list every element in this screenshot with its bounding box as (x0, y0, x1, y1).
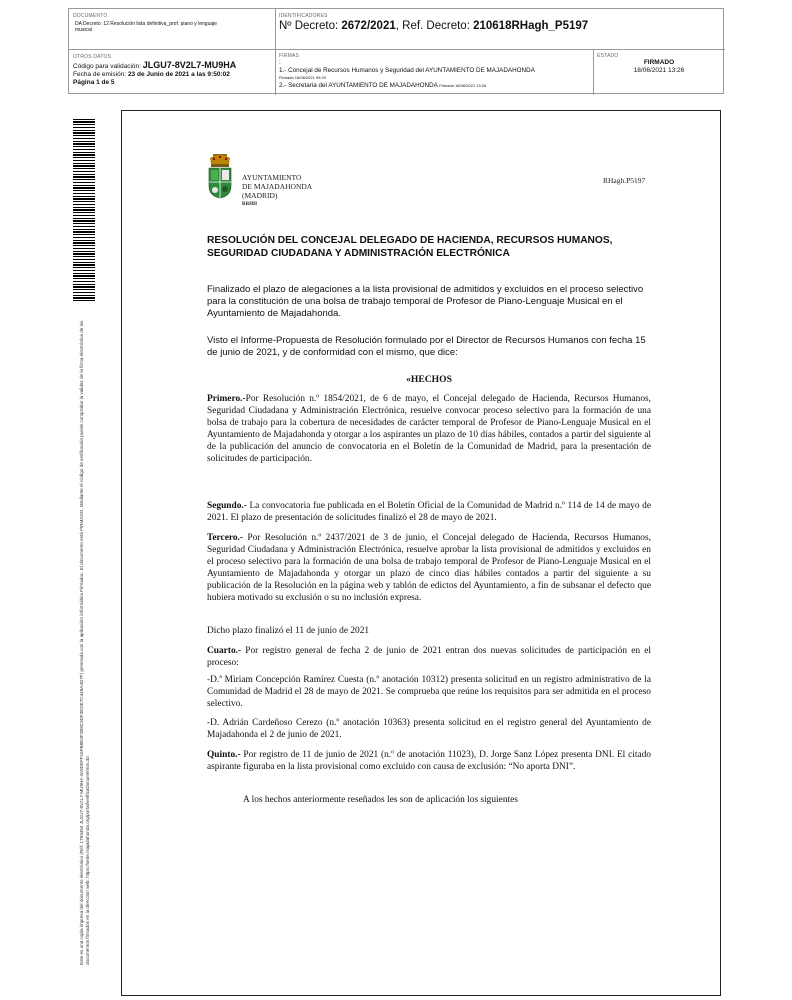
hecho-primero (207, 393, 651, 465)
ref-prefix: , Ref. Decreto: (395, 20, 470, 32)
identificadores-label: IDENTIFICADORES (279, 13, 328, 19)
resolution-title: RESOLUCIÓN DEL CONCEJAL DELEGADO DE HACIENDA, RECURSOS HUMANOS, SEGURIDAD CIUDADANA Y ADMINISTRACIÓN ELECTRÓNICA (207, 235, 613, 259)
coat-of-arms-icon (206, 152, 234, 210)
quinto-text: Por registro de 11 de junio de 2021 (n.º de anotación 11023), D. Jorge Sanz López presenta DNI. El citado aspirante figuraba en la lista provisional como excluido con causa de exclusión: “No aporta DNI”. (207, 750, 651, 772)
decreto-identifier (279, 19, 588, 33)
org-line-2: DE MAJADAHONDA (242, 182, 313, 191)
firmas-label: FIRMAS (279, 53, 300, 59)
firmas-colon: : (279, 59, 281, 66)
cuarto-text: Por registro general de fecha 2 de junio de 2021 entran dos nuevas solicitudes de participación en el proceso: (207, 646, 651, 668)
hecho-cuarto (207, 645, 651, 669)
tercero-text: Por Resolución n.º 2437/2021 de 3 de junio, el Concejal delegado de Hacienda, Recursos Humanos, Seguridad Ciudadana y Administración Electrónica, resuelve aprobar la lista provisional de admitidos y excluidos en el proceso selectivo para la formación de una bolsa de trabajo temporal de Profesor de Piano-Lenguaje Musical en el Ayuntamiento de Majadahonda y otorgar un plazo de cinco días hábiles contados a partir del siguiente a su publicación de la Resolución en la página web y tablón de edictos del Ayuntamiento, a fin de subsanar el defecto que hubiera motivado su exclusión o su no inclusión expresa. (207, 533, 651, 603)
codigo-prefix: Código para validación: (73, 63, 141, 70)
fecha-prefix: Fecha de emisión: (73, 71, 127, 78)
segundo-text: La convocatoria fue publicada en el Boletín Oficial de la Comunidad de Madrid n.º 114 de 14 de mayo de 2021. El plazo de presentación de solicitudes finalizó el 28 de mayo de 2021. (207, 501, 651, 523)
firma-1-date: Firmado 18/06/2021 09:20 (279, 75, 326, 80)
documento-text: DA Decreto: 12 Resolución lista definitiva_prof. piano y lenguaje musical (75, 21, 218, 33)
barcode (73, 119, 95, 302)
tercero-label: Tercero.- (207, 533, 244, 543)
hecho-quinto (207, 749, 651, 773)
intro-paragraph-1: Finalizado el plazo de alegaciones a la lista provisional de admitidos y excluidos en el proceso selectivo para la constitución de una bolsa de trabajo temporal de Profesor de Piano-Lenguaje Musical en el Ayuntamiento de Majadahonda. (207, 284, 644, 319)
page-counter: Página 1 de 5 (73, 79, 115, 86)
verification-side-text: Este es una copia impresa del documento electrónico (Ref: 1793454 JLGU7-8V2L7-MU9HA 4A8DEFF15FB8E3F2B9C3DF4EDE7C449A4D7F) generada con la aplicación informática Firmadoc. El documento está FIRMADO. Mediante el código de verificación puede comprobar la validez de la firma electrónica de los documentos firmados en la dirección web: https://sede.majadahonda.org/portal/verificaDocumentos.do (79, 320, 90, 965)
otros-datos (73, 61, 271, 87)
firma-1: 1.- Concejal de Recursos Humanos y Seguridad del AYUNTAMIENTO DE MAJADAHONDA (279, 66, 535, 74)
intro-paragraph-2: Visto el Informe-Propuesta de Resolución formulado por el Director de Recursos Humanos con fecha 15 de junio de 2021, y de conformidad con el mismo, que dice: (207, 335, 646, 358)
emission-date: 23 de Junio de 2021 a las 9:50:02 (127, 71, 230, 78)
validation-code[interactable]: JLGU7-8V2L7-MU9HA (142, 60, 237, 70)
estado-label: ESTADO (597, 53, 619, 59)
decreto-number: 2672/2021 (341, 20, 396, 32)
closing-sentence: A los hechos anteriormente reseñados les son de aplicación los siguientes (243, 795, 518, 805)
otros-datos-label: OTROS DATOS (73, 54, 112, 60)
quinto-label: Quinto.- (207, 750, 241, 760)
org-line-1: AYUNTAMIENTO (242, 173, 302, 182)
ref-number: 210618RHagh_P5197 (473, 20, 589, 32)
primero-label: Primero.- (207, 394, 246, 404)
decreto-prefix: Nº Decreto: (279, 20, 339, 32)
hecho-segundo (207, 500, 651, 524)
applicant-adrian: -D. Adrián Cardeñoso Cerezo (n.º anotación 10363) presenta solicitud en el registro general del Ayuntamiento de Majadahonda el 2 de junio de 2021. (207, 718, 651, 740)
document-reference: RHagh.P5197 (603, 176, 646, 185)
hechos-heading: «HECHOS (406, 374, 452, 385)
organization-block (242, 173, 312, 209)
signature-header (68, 8, 724, 94)
estado-date: 18/06/2021 13:26 (633, 67, 685, 74)
applicant-miriam: -D.ª Miriam Concepción Ramírez Cuesta (n.º anotación 10312) presenta solicitud en un registro administrativo de la Comunidad de Madrid el 28 de mayo de 2021. Se comprueba que reúne los requisitos para ser admitida en el proceso selectivo. (207, 675, 651, 709)
cuarto-label: Cuarto.- (207, 646, 242, 656)
plazo-note: Dicho plazo finalizó el 11 de junio de 2021 (207, 626, 370, 636)
org-code: RRHH (242, 202, 257, 207)
org-line-3: (MADRID) (242, 191, 278, 200)
firma-2-date: Firmado 18/06/2021 13:26 (439, 82, 487, 88)
estado-box (593, 59, 725, 75)
documento-label: DOCUMENTO (73, 13, 108, 19)
estado-status: FIRMADO (643, 59, 675, 66)
segundo-label: Segundo.- (207, 501, 247, 511)
firma-2: 2.- Secretaria del AYUNTAMIENTO DE MAJADAHONDA (279, 81, 438, 89)
firmas-list (279, 59, 589, 89)
hecho-tercero (207, 532, 651, 604)
primero-text: Por Resolución n.º 1854/2021, de 6 de mayo, el Concejal delegado de Hacienda, Recursos Humanos, Seguridad Ciudadana y Administración Electrónica, resuelve convocar proceso selectivo para la formación de una bolsa de trabajo para la cobertura de necesidades de carácter temporal de Profesor de Piano-Lenguaje Musical en el Ayuntamiento de Majadahonda y otorgar a los aspirantes un plazo de 10 días hábiles, contados a partir del siguiente al de la publicación del anuncio de convocatoria en el Boletín de la Comunidad de Madrid, para la presentación de solicitudes de participación. (207, 394, 651, 464)
